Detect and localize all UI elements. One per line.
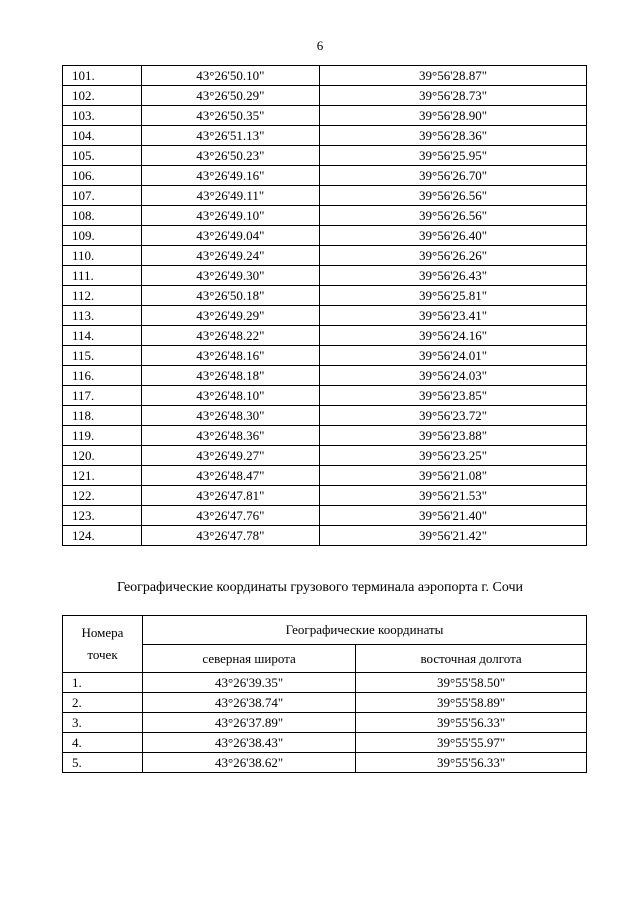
- point-number-cell: 115.: [63, 346, 142, 366]
- latitude-cell: 43°26'48.10": [141, 386, 320, 406]
- longitude-cell: 39°56'26.26": [320, 246, 587, 266]
- latitude-cell: 43°26'50.10": [141, 66, 320, 86]
- table-row: [63, 226, 587, 246]
- table-row: [63, 693, 587, 713]
- point-number-cell: 120.: [63, 446, 142, 466]
- table-row: [63, 673, 587, 693]
- longitude-cell: 39°56'26.43": [320, 266, 587, 286]
- longitude-cell: 39°56'28.87": [320, 66, 587, 86]
- longitude-cell: 39°56'26.40": [320, 226, 587, 246]
- point-number-cell: 110.: [63, 246, 142, 266]
- latitude-cell: 43°26'49.11": [141, 186, 320, 206]
- longitude-cell: 39°56'21.53": [320, 486, 587, 506]
- table-row: [63, 446, 587, 466]
- point-number-cell: 4.: [63, 733, 143, 753]
- point-number-cell: 108.: [63, 206, 142, 226]
- header-geo-coordinates: Географические координаты: [143, 616, 587, 645]
- longitude-cell: 39°56'26.56": [320, 186, 587, 206]
- table-row: [63, 166, 587, 186]
- longitude-cell: 39°56'23.25": [320, 446, 587, 466]
- table-row: [63, 366, 587, 386]
- longitude-cell: 39°55'58.89": [356, 693, 587, 713]
- latitude-cell: 43°26'39.35": [143, 673, 356, 693]
- point-number-cell: 122.: [63, 486, 142, 506]
- point-number-cell: 114.: [63, 326, 142, 346]
- table-row: [63, 306, 587, 326]
- point-number-cell: 5.: [63, 753, 143, 773]
- point-number-cell: 3.: [63, 713, 143, 733]
- header-point-number: [63, 616, 143, 673]
- point-number-cell: 116.: [63, 366, 142, 386]
- latitude-cell: 43°26'38.74": [143, 693, 356, 713]
- latitude-cell: 43°26'49.24": [141, 246, 320, 266]
- point-number-cell: 102.: [63, 86, 142, 106]
- table-row: [63, 86, 587, 106]
- terminal-header-row: [63, 616, 587, 645]
- longitude-cell: 39°56'26.70": [320, 166, 587, 186]
- longitude-cell: 39°55'56.33": [356, 753, 587, 773]
- terminal-section-title: Географические координаты грузового терминала аэропорта г. Сочи: [116, 580, 524, 595]
- table-row: [63, 326, 587, 346]
- point-number-cell: 104.: [63, 126, 142, 146]
- coordinates-table: [62, 65, 587, 546]
- table-row: [63, 386, 587, 406]
- table-row: [63, 466, 587, 486]
- point-number-cell: 119.: [63, 426, 142, 446]
- longitude-cell: 39°55'56.33": [356, 713, 587, 733]
- table-row: [63, 526, 587, 546]
- header-east-longitude: восточная долгота: [356, 644, 587, 673]
- latitude-cell: 43°26'47.76": [141, 506, 320, 526]
- table-row: [63, 246, 587, 266]
- longitude-cell: 39°56'28.90": [320, 106, 587, 126]
- longitude-cell: 39°56'25.95": [320, 146, 587, 166]
- longitude-cell: 39°56'24.03": [320, 366, 587, 386]
- table-row: [63, 66, 587, 86]
- table-row: [63, 486, 587, 506]
- table-row: [63, 506, 587, 526]
- table-row: [63, 426, 587, 446]
- point-number-cell: 107.: [63, 186, 142, 206]
- latitude-cell: 43°26'49.30": [141, 266, 320, 286]
- header-north-latitude: северная широта: [143, 644, 356, 673]
- latitude-cell: 43°26'51.13": [141, 126, 320, 146]
- longitude-cell: 39°56'21.08": [320, 466, 587, 486]
- latitude-cell: 43°26'47.78": [141, 526, 320, 546]
- latitude-cell: 43°26'48.22": [141, 326, 320, 346]
- latitude-cell: 43°26'48.47": [141, 466, 320, 486]
- latitude-cell: 43°26'37.89": [143, 713, 356, 733]
- point-number-cell: 111.: [63, 266, 142, 286]
- table-row: [63, 286, 587, 306]
- latitude-cell: 43°26'49.29": [141, 306, 320, 326]
- point-number-cell: 124.: [63, 526, 142, 546]
- table-row: [63, 713, 587, 733]
- latitude-cell: 43°26'50.29": [141, 86, 320, 106]
- point-number-cell: 109.: [63, 226, 142, 246]
- longitude-cell: 39°55'55.97": [356, 733, 587, 753]
- point-number-cell: 101.: [63, 66, 142, 86]
- longitude-cell: 39°55'58.50": [356, 673, 587, 693]
- latitude-cell: 43°26'48.18": [141, 366, 320, 386]
- header-point-number-line2: точек: [87, 647, 118, 662]
- longitude-cell: 39°56'21.42": [320, 526, 587, 546]
- longitude-cell: 39°56'28.73": [320, 86, 587, 106]
- table-row: [63, 406, 587, 426]
- longitude-cell: 39°56'23.41": [320, 306, 587, 326]
- point-number-cell: 123.: [63, 506, 142, 526]
- longitude-cell: 39°56'28.36": [320, 126, 587, 146]
- latitude-cell: 43°26'50.18": [141, 286, 320, 306]
- longitude-cell: 39°56'24.16": [320, 326, 587, 346]
- page-number: 6: [316, 38, 324, 53]
- point-number-cell: 118.: [63, 406, 142, 426]
- latitude-cell: 43°26'47.81": [141, 486, 320, 506]
- latitude-cell: 43°26'50.23": [141, 146, 320, 166]
- latitude-cell: 43°26'49.16": [141, 166, 320, 186]
- header-point-number-line1: Номера: [81, 625, 124, 640]
- table-row: [63, 186, 587, 206]
- longitude-cell: 39°56'24.01": [320, 346, 587, 366]
- latitude-cell: 43°26'49.10": [141, 206, 320, 226]
- table-row: [63, 126, 587, 146]
- longitude-cell: 39°56'25.81": [320, 286, 587, 306]
- latitude-cell: 43°26'48.30": [141, 406, 320, 426]
- longitude-cell: 39°56'26.56": [320, 206, 587, 226]
- point-number-cell: 105.: [63, 146, 142, 166]
- point-number-cell: 117.: [63, 386, 142, 406]
- table-row: [63, 733, 587, 753]
- longitude-cell: 39°56'21.40": [320, 506, 587, 526]
- longitude-cell: 39°56'23.85": [320, 386, 587, 406]
- latitude-cell: 43°26'49.04": [141, 226, 320, 246]
- longitude-cell: 39°56'23.88": [320, 426, 587, 446]
- point-number-cell: 103.: [63, 106, 142, 126]
- point-number-cell: 121.: [63, 466, 142, 486]
- table-row: [63, 106, 587, 126]
- point-number-cell: 106.: [63, 166, 142, 186]
- terminal-coordinates-table: [62, 615, 587, 773]
- point-number-cell: 2.: [63, 693, 143, 713]
- table-row: [63, 266, 587, 286]
- latitude-cell: 43°26'48.16": [141, 346, 320, 366]
- point-number-cell: 1.: [63, 673, 143, 693]
- table-row: [63, 753, 587, 773]
- table-row: [63, 206, 587, 226]
- coordinates-table-body: [63, 66, 587, 546]
- latitude-cell: 43°26'50.35": [141, 106, 320, 126]
- table-row: [63, 346, 587, 366]
- latitude-cell: 43°26'38.43": [143, 733, 356, 753]
- point-number-cell: 112.: [63, 286, 142, 306]
- point-number-cell: 113.: [63, 306, 142, 326]
- longitude-cell: 39°56'23.72": [320, 406, 587, 426]
- table-row: [63, 146, 587, 166]
- latitude-cell: 43°26'38.62": [143, 753, 356, 773]
- latitude-cell: 43°26'48.36": [141, 426, 320, 446]
- terminal-table-body: [63, 616, 587, 773]
- latitude-cell: 43°26'49.27": [141, 446, 320, 466]
